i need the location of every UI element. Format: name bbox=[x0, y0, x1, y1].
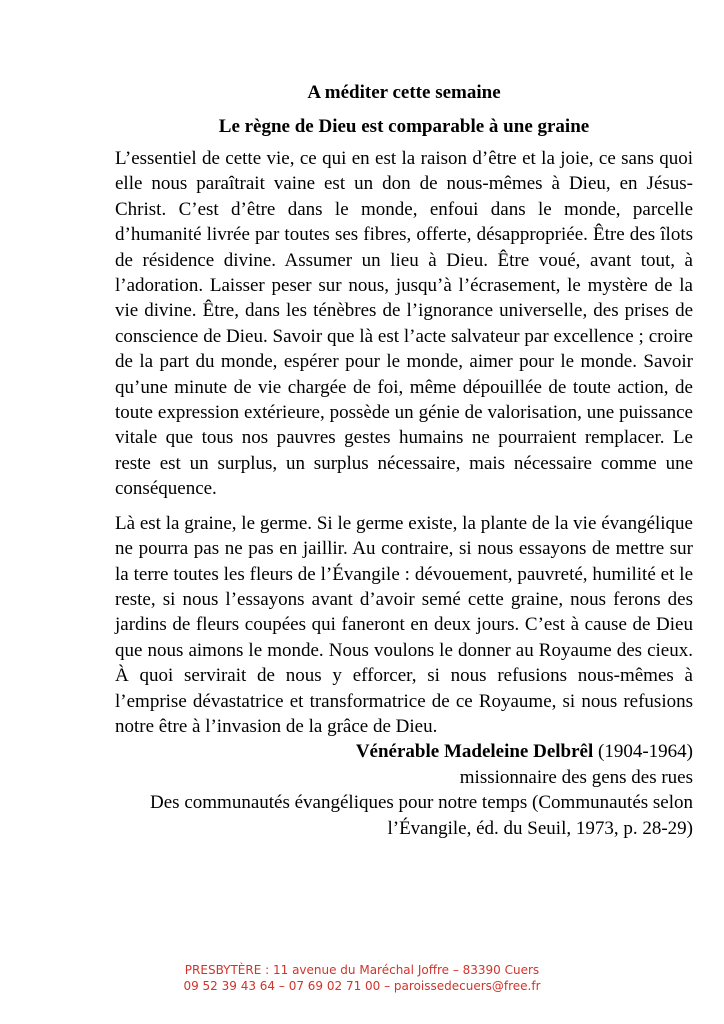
body-paragraph: L’essentiel de cette vie, ce qui en est la raison d’être et la joie, ce sans quoi elle nous paraîtrait vaine est un don de nous-mêmes à Dieu, en Jésus-Christ. C’est d’être dans le monde, enfoui dans le monde, parcelle d’humanité livrée par toutes ses fibres, offerte, désappropriée. Être des îlots de résidence divine. Assumer un lieu à Dieu. Être voué, avant tout, à l’adoration. Laisser peser sur nous, jusqu’à l’écrasement, le mystère de la vie divine. Être, dans les ténèbres de l’ignorance universelle, des prises de conscience de Dieu. Savoir que là est l’acte salvateur par excellence ; croire de la part du monde, espérer pour le monde, aimer pour le monde. Savoir qu’une minute de vie chargée de foi, même dépouillée de toute action, de toute expression extérieure, possède un génie de valorisation, une puissance vitale que tous nos pauvres gestes humains ne pourraient remplacer. Le reste est un surplus, un surplus nécessaire, mais nécessaire comme une conséquence. bbox=[115, 148, 693, 500]
page-footer bbox=[0, 962, 724, 994]
footer-contact: 09 52 39 43 64 – 07 69 02 71 00 – paroissedecuers@free.fr bbox=[183, 979, 541, 993]
attribution-block bbox=[115, 739, 693, 841]
body-paragraph: Là est la graine, le germe. Si le germe existe, la plante de la vie évangélique ne pourra pas ne pas en jaillir. Au contraire, si nous essayons de mettre sur la terre toutes les fleurs de l’Évangile : dévouement, pauvreté, humilité et le reste, si nous l’essayons avant d’avoir semé cette graine, nous ferons des jardins de fleurs coupées qui faneront en deux jours. C’est à cause de Dieu que nous aimons le monde. Nous voulons le donner au Royaume des cieux. À quoi servirait de nous y efforcer, si nous refusions nous-mêmes à l’emprise dévastatrice et transformatrice de ce Royaume, si nous refusions notre être à l’invasion de la grâce de Dieu. bbox=[115, 512, 693, 737]
document-title: Le règne de Dieu est comparable à une graine bbox=[218, 116, 590, 137]
author-dates: (1904-1964) bbox=[593, 741, 693, 763]
footer-address: PRESBYTÈRE : 11 avenue du Maréchal Joffre – 83390 Cuers bbox=[184, 963, 540, 977]
document-kicker: A méditer cette semaine bbox=[307, 82, 501, 103]
author-name: Vénérable Madeleine Delbrêl bbox=[355, 741, 594, 763]
attribution-author-line bbox=[115, 739, 693, 764]
source-reference-line-2: l’Évangile, éd. du Seuil, 1973, p. 28-29) bbox=[387, 817, 693, 839]
document-content bbox=[115, 80, 693, 841]
author-role: missionnaire des gens des rues bbox=[459, 766, 693, 788]
source-reference-line-1: Des communautés évangéliques pour notre temps (Communautés selon bbox=[150, 792, 693, 814]
